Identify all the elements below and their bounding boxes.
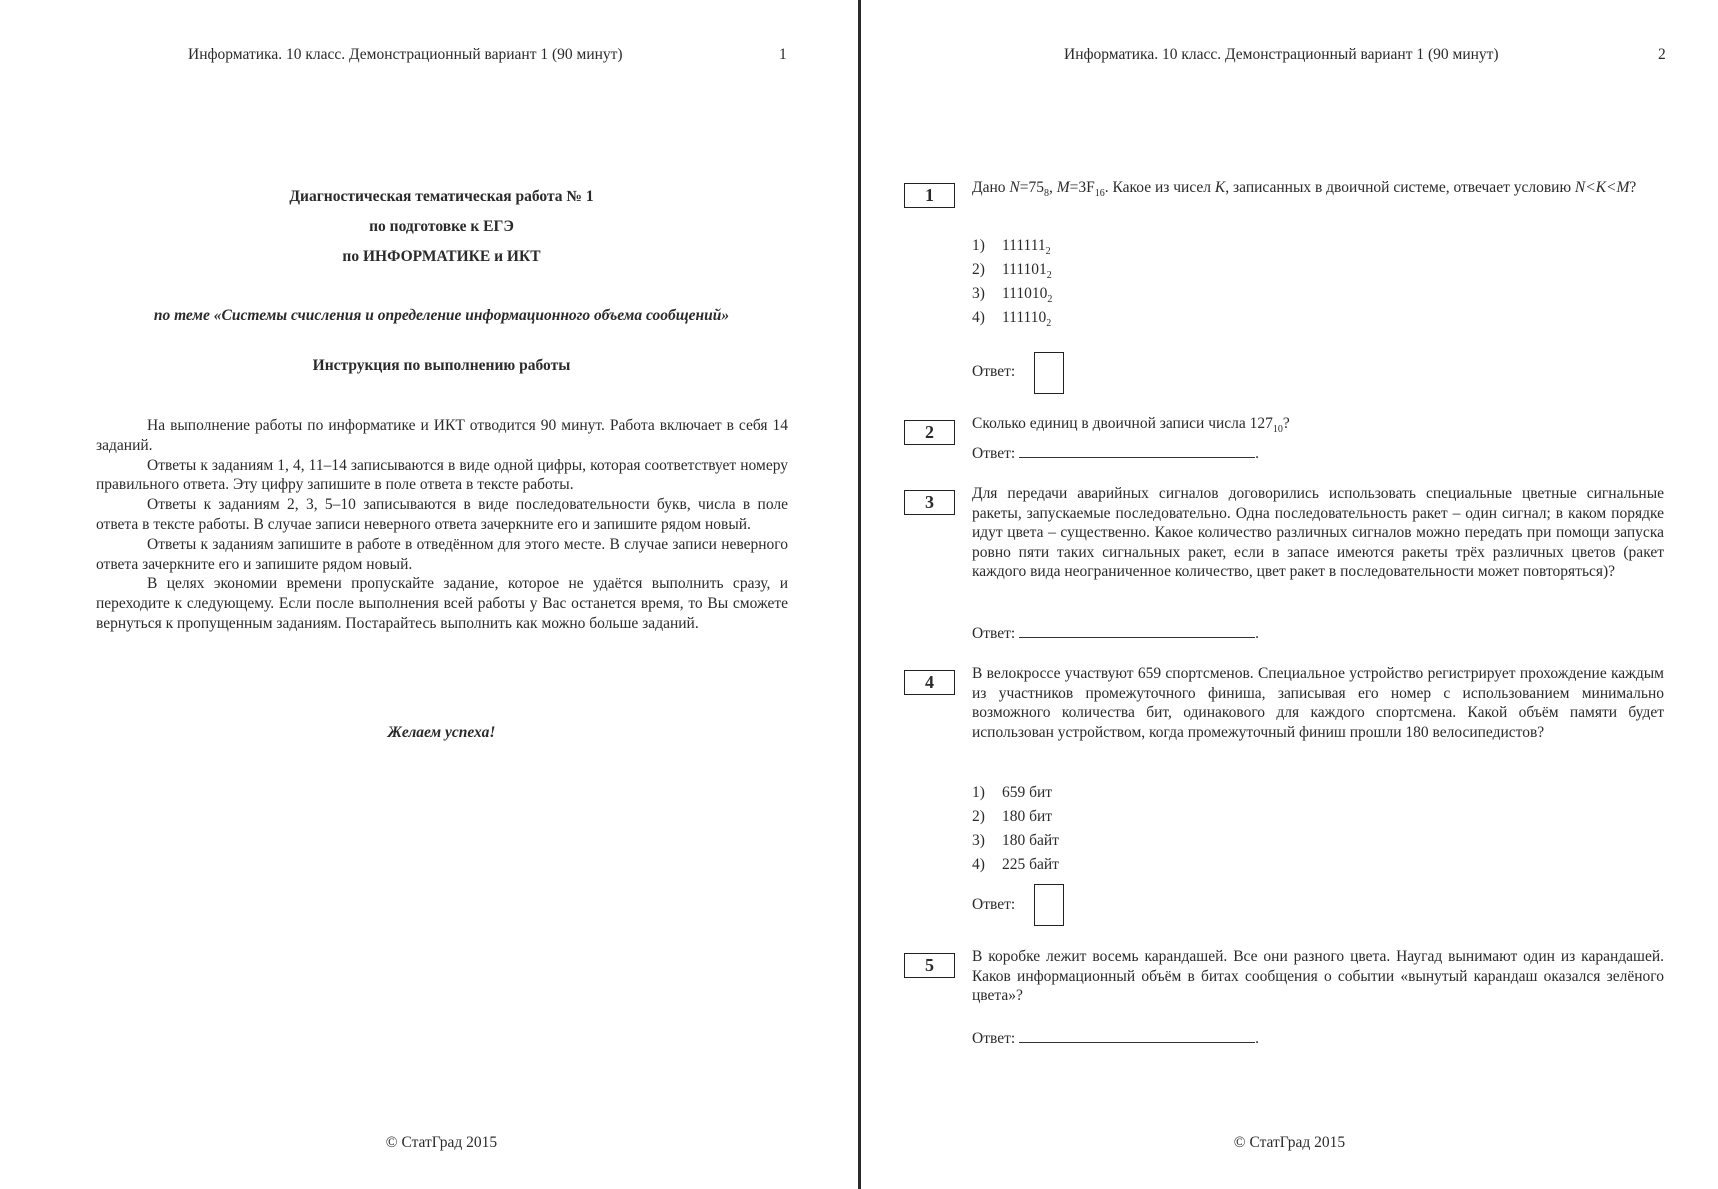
page-number: 2 [1658, 46, 1666, 63]
task-4-text: В велокроссе участвуют 659 спортсменов. Специальное устройство регистрирует прохождение каждым из участников промежуточного финиша, записывая его номер с использованием минимально возможного количества бит, одинакового для каждого спортсмена. Какой объём памяти будет использован устройством, когда промежуточный финиш прошли 180 велосипедистов? [972, 665, 1664, 741]
answer-line[interactable] [1019, 623, 1255, 638]
instructions-body [96, 416, 788, 634]
cover-title-line2: по подготовке к ЕГЭ [369, 218, 514, 235]
instructions-title: Инструкция по выполнению работы [312, 357, 571, 374]
task-1-option: 3) $111010_2$ [972, 285, 1053, 306]
footer-copyright: © СтатГрад 2015 [1233, 1134, 1346, 1151]
page-header-title: Информатика. 10 класс. Демонстрационный вариант 1 (90 минут) [1064, 46, 1499, 63]
page-left [0, 0, 858, 1189]
answer-line[interactable] [1019, 1028, 1255, 1043]
instruction-paragraph: В целях экономии времени пропускайте задание, которое не удаётся выполнить сразу, и переходите к следующему. Если после выполнения всей работы у Вас останется время, то Вы сможете вернуться к пропущенным заданиям. Постарайтесь выполнить как можно больше заданий. [96, 575, 788, 632]
task-4-option: 3) 180 байт [972, 832, 1059, 849]
task-4-option: 1) 659 бит [972, 784, 1053, 801]
cover-title-line3: по ИНФОРМАТИКЕ и ИКТ [342, 248, 541, 265]
task-5-text: В коробке лежит восемь карандашей. Все они разного цвета. Наугад вынимают один из карандашей. Каков информационный объём в битах сообщения о событии «вынутый карандаш оказался зелёного цвета»? [972, 948, 1664, 1004]
answer-row: Ответ: . [972, 625, 1260, 642]
task-1-text: Дано $N=75_8$, $M=3F_{16}$. Какое из чисел K, записанных в двоичной системе, отвечает условию N<K<M? [972, 179, 1637, 200]
task-1-option: 2) $111101_2$ [972, 261, 1052, 282]
task-number-box: 5 [904, 953, 955, 978]
answer-row: Ответ: . [972, 445, 1260, 462]
task-number-box: 3 [904, 490, 955, 515]
page-right [861, 0, 1718, 1189]
answer-line[interactable] [1019, 443, 1255, 458]
task-number-box: 2 [904, 420, 955, 445]
instruction-paragraph: Ответы к заданиям 1, 4, 11–14 записываются в виде одной цифры, которая соответствует номеру правильного ответа. Эту цифру запишите в поле ответа в тексте работы. [96, 456, 788, 494]
page-number: 1 [779, 46, 787, 63]
task-1-option: 1) $111111_2$ [972, 237, 1051, 258]
task-4-option: 4) 225 байт [972, 856, 1059, 873]
task-3-text: Для передачи аварийных сигналов договорились использовать специальные цветные сигнальные ракеты, запускаемые последовательно. Одна последовательность ракет – один сигнал; в каком порядке идут цвета – существенно. Какое количество различных сигналов можно передать при помощи запуска ровно пяти таких сигнальных ракет, если в запасе имеются ракеты трёх различных цветов (ракет каждого вида неограниченное количество, цвет ракет в последовательности может повторяться)? [972, 485, 1664, 580]
task-number-box: 1 [904, 183, 955, 208]
instruction-paragraph: Ответы к заданиям 2, 3, 5–10 записываются в виде последовательности букв, числа в поле ответа в тексте работы. В случае записи неверного ответа зачеркните его и запишите рядом новый. [96, 496, 788, 533]
answer-label: Ответ: [972, 363, 1016, 380]
task-4-option: 2) 180 бит [972, 808, 1053, 825]
answer-box[interactable] [1034, 352, 1064, 394]
task-1-option: 4) $111110_2$ [972, 309, 1052, 330]
task-2-text: Сколько единиц в двоичной записи числа $127_{10}$? [972, 415, 1290, 436]
footer-copyright: © СтатГрад 2015 [385, 1134, 498, 1151]
task-number-box: 4 [904, 670, 955, 695]
cover-topic: по теме «Системы счисления и определение информационного объема сообщений» [153, 307, 730, 324]
answer-row: Ответ: . [972, 1030, 1260, 1047]
instruction-paragraph: На выполнение работы по информатике и ИКТ отводится 90 минут. Работа включает в себя 14 заданий. [96, 417, 788, 454]
cover-title-line1: Диагностическая тематическая работа № 1 [289, 188, 594, 205]
instruction-paragraph: Ответы к заданиям запишите в работе в отведённом для этого месте. В случае записи неверного ответа зачеркните его и запишите рядом новый. [96, 535, 788, 573]
wish-text: Желаем успеха! [387, 724, 496, 741]
page-header-title: Информатика. 10 класс. Демонстрационный вариант 1 (90 минут) [188, 46, 623, 63]
answer-label: Ответ: [972, 896, 1016, 913]
answer-box[interactable] [1034, 884, 1064, 926]
